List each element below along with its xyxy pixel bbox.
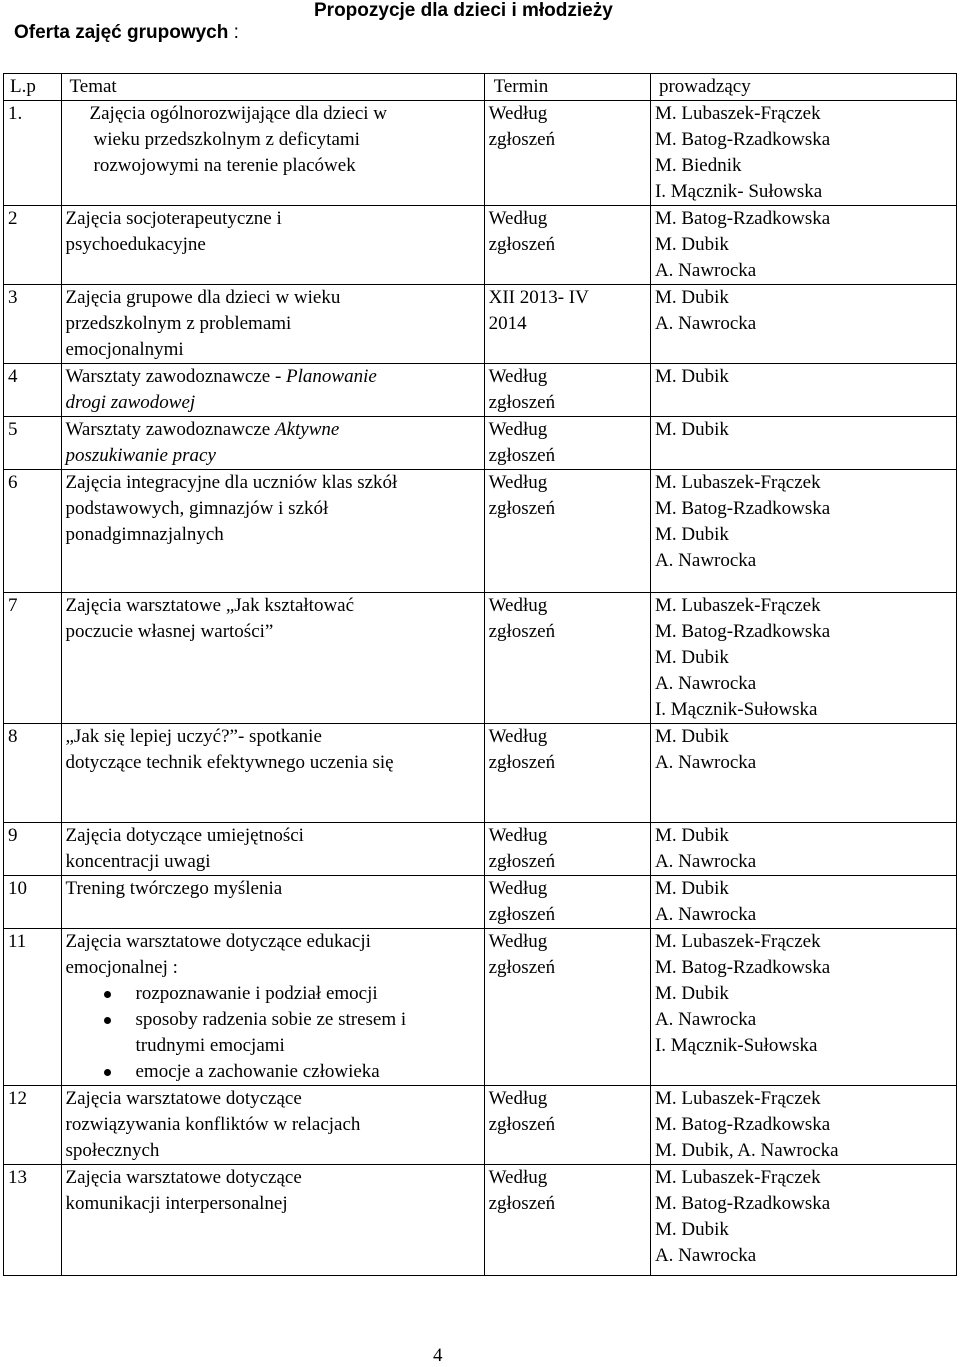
row-leaders [650, 364, 956, 417]
term-line: zgłoszeń [488, 129, 556, 150]
leader-name: M. Dubik [654, 825, 729, 846]
row-term [484, 417, 650, 470]
leader-name: M. Dubik [654, 647, 729, 668]
term-line: zgłoszeń [488, 851, 556, 872]
row-term [484, 929, 650, 1086]
topic-line: emocjonalnej : [65, 957, 178, 978]
row-term [484, 593, 650, 724]
row-number: 10 [4, 876, 62, 929]
leader-name: A. Nawrocka [654, 673, 757, 694]
emotion-topics-list [66, 981, 484, 1085]
topic-line: „Jak się lepiej uczyć?”- spotkanie [65, 726, 322, 747]
table-row [4, 101, 957, 206]
row-leaders [650, 876, 956, 929]
term-line: Według [488, 366, 548, 387]
leader-name: M. Dubik [654, 1219, 729, 1240]
table-row [4, 1165, 957, 1276]
term-line: XII 2013- IV [488, 287, 589, 308]
leader-name: M. Lubaszek-Frączek [654, 1088, 821, 1109]
table-row [4, 1086, 957, 1165]
row-term [484, 1086, 650, 1165]
leader-name: M. Dubik [654, 878, 729, 899]
offer-table [3, 73, 957, 1276]
topic-line: Zajęcia grupowe dla dzieci w wieku [65, 287, 341, 308]
leader-name: M. Biednik [654, 155, 742, 176]
row-leaders [650, 1165, 956, 1276]
leader-name: M. Lubaszek-Frączek [654, 472, 821, 493]
topic-line: rozwiązywania konfliktów w relacjach [65, 1114, 361, 1135]
row-number: 13 [4, 1165, 62, 1276]
table-row [4, 593, 957, 724]
column-header-lp: L.p [4, 74, 62, 101]
row-leaders [650, 206, 956, 285]
bullet-icon [104, 1069, 111, 1076]
leader-name: M. Dubik [654, 726, 729, 747]
leader-name: M. Batog-Rzadkowska [654, 1114, 831, 1135]
row-leaders [650, 724, 956, 823]
row-number: 4 [4, 364, 62, 417]
term-line: zgłoszeń [488, 498, 556, 519]
row-number: 3 [4, 285, 62, 364]
table-row [4, 364, 957, 417]
topic-line: rozwojowymi na terenie placówek [93, 155, 356, 176]
leader-name: M. Batog-Rzadkowska [654, 498, 831, 519]
offer-heading [14, 22, 239, 44]
topic-text: Warsztaty zawodoznawcze [65, 419, 275, 440]
list-item-text: trudnymi emocjami [135, 1035, 285, 1056]
proposals-heading: Propozycje dla dzieci i młodzieży [314, 0, 613, 21]
topic-line: Zajęcia dotyczące umiejętności [65, 825, 304, 846]
table-row [4, 823, 957, 876]
bullet-icon [104, 991, 111, 998]
topic-italic-text: poszukiwanie pracy [65, 445, 216, 466]
table-row [4, 417, 957, 470]
leader-name: I. Mącznik-Sułowska [654, 1035, 818, 1056]
row-leaders [650, 1086, 956, 1165]
topic-line: Zajęcia warsztatowe dotyczące [65, 1088, 302, 1109]
row-term [484, 876, 650, 929]
leader-name: M. Batog-Rzadkowska [654, 621, 831, 642]
row-number: 6 [4, 470, 62, 593]
term-line: Według [488, 1167, 548, 1188]
row-leaders [650, 470, 956, 593]
leader-name: M. Dubik, A. Nawrocka [654, 1140, 839, 1161]
leader-name: M. Batog-Rzadkowska [654, 957, 831, 978]
row-topic [61, 285, 484, 364]
table-row [4, 470, 957, 593]
leader-name: M. Dubik [654, 234, 729, 255]
leader-name: A. Nawrocka [654, 904, 757, 925]
topic-italic-text: drogi zawodowej [65, 392, 196, 413]
term-line: Według [488, 931, 548, 952]
leader-name: A. Nawrocka [654, 1009, 757, 1030]
row-topic [61, 206, 484, 285]
row-number: 12 [4, 1086, 62, 1165]
table-header-row [4, 74, 957, 101]
row-term [484, 285, 650, 364]
row-number: 11 [4, 929, 62, 1086]
row-number: 7 [4, 593, 62, 724]
topic-line: komunikacji interpersonalnej [65, 1193, 288, 1214]
row-topic [61, 823, 484, 876]
topic-line: Zajęcia warsztatowe dotyczące edukacji [65, 931, 371, 952]
row-topic [61, 470, 484, 593]
row-number: 8 [4, 724, 62, 823]
topic-line [66, 417, 484, 443]
topic-line: koncentracji uwagi [65, 851, 211, 872]
topic-line: emocjonalnymi [65, 339, 184, 360]
column-header-topic: Temat [61, 74, 484, 101]
list-item [66, 981, 484, 1007]
topic-line: Zajęcia integracyjne dla uczniów klas szkół [65, 472, 398, 493]
row-number: 5 [4, 417, 62, 470]
row-topic [61, 1086, 484, 1165]
row-leaders [650, 417, 956, 470]
table-row [4, 724, 957, 823]
topic-text: Warsztaty zawodoznawcze - [65, 366, 287, 387]
topic-line: wieku przedszkolnym z deficytami [93, 129, 360, 150]
row-topic [61, 417, 484, 470]
term-line: zgłoszeń [488, 1193, 556, 1214]
list-item [66, 1059, 484, 1085]
column-header-term: Termin [484, 74, 650, 101]
term-line: zgłoszeń [488, 1114, 556, 1135]
leader-name: A. Nawrocka [654, 313, 757, 334]
term-line: Według [488, 103, 548, 124]
table-row [4, 929, 957, 1086]
row-topic [61, 1165, 484, 1276]
term-line: zgłoszeń [488, 392, 556, 413]
topic-line: Zajęcia ogólnorozwijające dla dzieci w [89, 103, 388, 124]
term-line: zgłoszeń [488, 621, 556, 642]
topic-line: Zajęcia warsztatowe dotyczące [65, 1167, 302, 1188]
row-topic [61, 724, 484, 823]
term-line: 2014 [488, 313, 527, 334]
list-item-text: sposoby radzenia sobie ze stresem i [135, 1009, 407, 1030]
topic-line: Zajęcia warsztatowe „Jak kształtować [65, 595, 355, 616]
leader-name: A. Nawrocka [654, 550, 757, 571]
leader-name: M. Dubik [654, 524, 729, 545]
row-leaders [650, 929, 956, 1086]
leader-name: M. Dubik [654, 419, 729, 440]
term-line: Według [488, 472, 548, 493]
table-row [4, 876, 957, 929]
leader-name: M. Batog-Rzadkowska [654, 129, 831, 150]
row-leaders [650, 101, 956, 206]
term-line: Według [488, 595, 548, 616]
leader-name: A. Nawrocka [654, 851, 757, 872]
topic-italic-text: Planowanie [286, 366, 377, 387]
term-line: Według [488, 726, 548, 747]
row-term [484, 823, 650, 876]
term-line: Według [488, 878, 548, 899]
row-topic [61, 364, 484, 417]
leader-name: M. Batog-Rzadkowska [654, 208, 831, 229]
topic-italic-text: Aktywne [274, 419, 340, 440]
leader-name: M. Dubik [654, 287, 729, 308]
topic-line: społecznych [65, 1140, 160, 1161]
leader-name: M. Lubaszek-Frączek [654, 103, 821, 124]
topic-line [66, 364, 484, 390]
offer-heading-text: Oferta zajęć grupowych [14, 22, 229, 43]
row-leaders [650, 823, 956, 876]
row-term [484, 206, 650, 285]
term-line: Według [488, 419, 548, 440]
list-item-text: emocje a zachowanie człowieka [135, 1061, 380, 1082]
topic-line [66, 443, 484, 469]
row-number: 1. [4, 101, 62, 206]
table-row [4, 206, 957, 285]
column-header-leaders: prowadzący [650, 74, 956, 101]
topic-line: ponadgimnazjalnych [65, 524, 224, 545]
topic-line: podstawowych, gimnazjów i szkół [65, 498, 329, 519]
row-term [484, 724, 650, 823]
term-line: zgłoszeń [488, 445, 556, 466]
leader-name: M. Lubaszek-Frączek [654, 1167, 821, 1188]
term-line: zgłoszeń [488, 752, 556, 773]
topic-line: Zajęcia socjoterapeutyczne i [65, 208, 282, 229]
term-line: Według [488, 208, 548, 229]
row-topic [61, 101, 484, 206]
row-leaders [650, 285, 956, 364]
term-line: zgłoszeń [488, 234, 556, 255]
row-number: 9 [4, 823, 62, 876]
page-number: 4 [433, 1345, 443, 1366]
leader-name: M. Lubaszek-Frączek [654, 931, 821, 952]
topic-line: przedszkolnym z problemami [65, 313, 292, 334]
row-leaders [650, 593, 956, 724]
topic-line [66, 390, 484, 416]
leader-name: M. Dubik [654, 983, 729, 1004]
row-term [484, 470, 650, 593]
row-term [484, 1165, 650, 1276]
row-topic [61, 929, 484, 1086]
topic-line: Trening twórczego myślenia [65, 878, 283, 899]
row-term [484, 101, 650, 206]
leader-name: M. Batog-Rzadkowska [654, 1193, 831, 1214]
term-line: zgłoszeń [488, 957, 556, 978]
topic-line: dotyczące technik efektywnego uczenia się [65, 752, 394, 773]
table-row [4, 285, 957, 364]
topic-line: psychoedukacyjne [65, 234, 206, 255]
row-topic [61, 876, 484, 929]
row-term [484, 364, 650, 417]
leader-name: I. Mącznik-Sułowska [654, 699, 818, 720]
leader-name: M. Dubik [654, 366, 729, 387]
leader-name: A. Nawrocka [654, 752, 757, 773]
row-number: 2 [4, 206, 62, 285]
term-line: zgłoszeń [488, 904, 556, 925]
list-item [66, 1007, 484, 1059]
bullet-icon [104, 1017, 111, 1024]
leader-name: I. Mącznik- Sułowska [654, 181, 823, 202]
leader-name: A. Nawrocka [654, 1245, 757, 1266]
term-line: Według [488, 1088, 548, 1109]
offer-heading-colon: : [228, 22, 239, 43]
leader-name: A. Nawrocka [654, 260, 757, 281]
topic-line: poczucie własnej wartości” [65, 621, 274, 642]
row-topic [61, 593, 484, 724]
term-line: Według [488, 825, 548, 846]
list-item-text: rozpoznawanie i podział emocji [135, 983, 378, 1004]
leader-name: M. Lubaszek-Frączek [654, 595, 821, 616]
